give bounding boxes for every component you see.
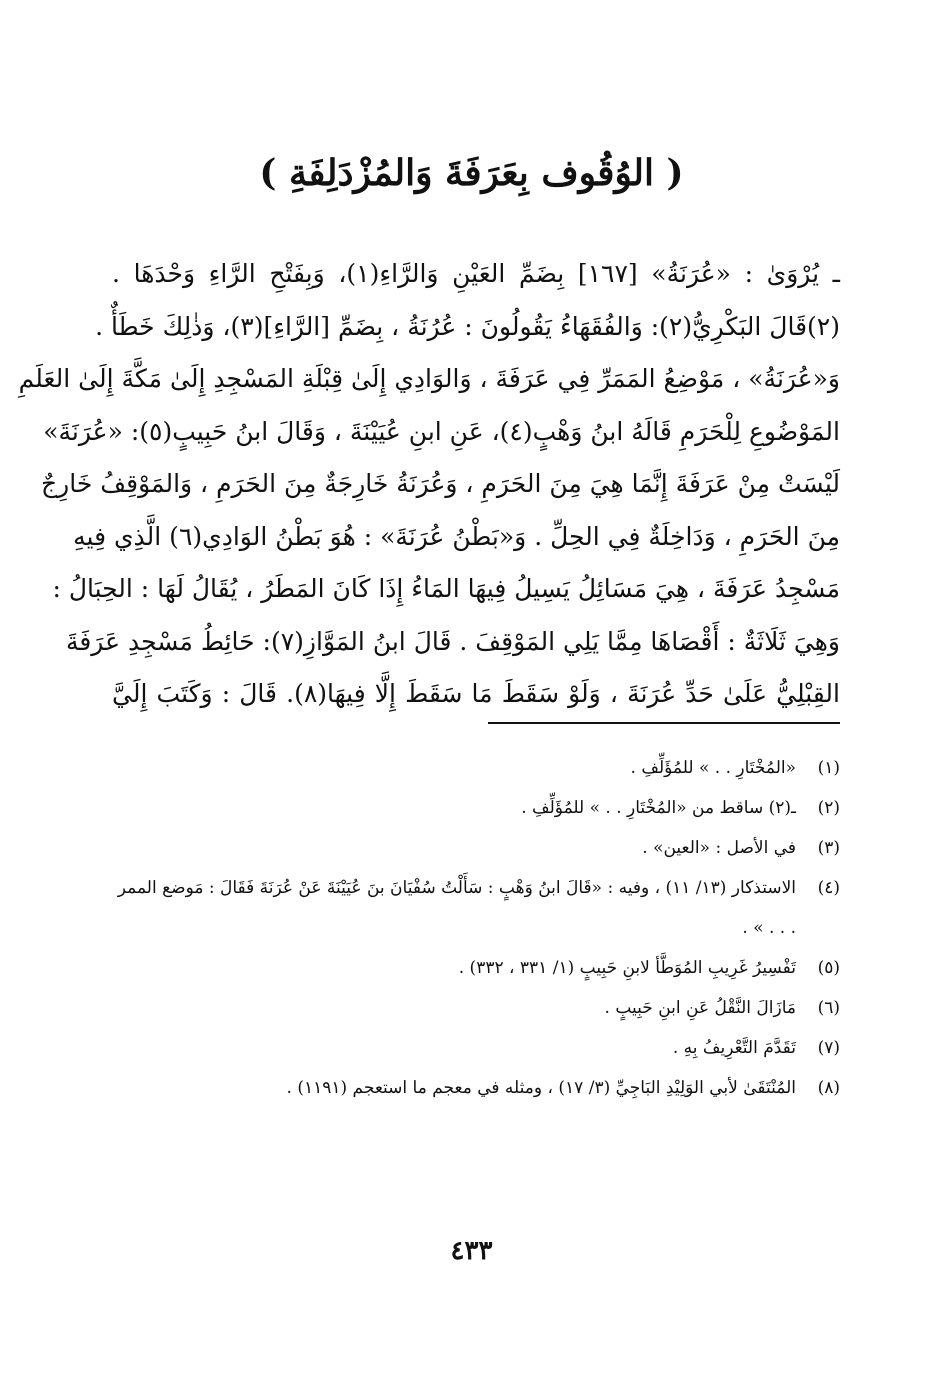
footnote	[112, 748, 840, 788]
text-line: وَ«عُرَنَةُ» ، مَوْضِعُ المَمَرِّ فِي عَرَفَةَ ، وَالوَادِي إِلَىٰ قِبْلَةِ المَسْجِدِ إِلَىٰ مَكَّةَ إِلَىٰ العَلَمِ	[18, 364, 840, 393]
footnote-text: في الأصل : «العين» .	[642, 838, 796, 858]
text-line: المَوْضُوعِ لِلْحَرَمِ قَالَهُ ابنُ وَهْبٍ(٤)، عَنِ ابنِ عُيَيْنَةَ ، وَقَالَ ابنُ حَبِيبٍ(٥): «عُرَنَةَ»	[43, 416, 840, 446]
footnote	[112, 1068, 840, 1108]
text-line: مَسْجِدُ عَرَفَةَ ، هِيَ مَسَائِلُ يَسِيلُ فِيهَا المَاءُ إِذَا كَانَ المَطَرُ ، يُقَالُ لَهَا : الحِبَالُ :	[52, 574, 840, 603]
footnote	[112, 868, 840, 948]
footnote-number: (١)	[817, 758, 840, 778]
footnotes-section	[112, 748, 840, 1108]
footnote-text: ـ(٢) ساقط من «المُخْتَارِ . . » للمُؤَلِّفِ .	[521, 798, 796, 818]
footnote	[112, 1028, 840, 1068]
footnote	[112, 828, 840, 868]
footnote-divider	[488, 722, 840, 724]
footnote-number: (٥)	[817, 958, 840, 978]
footnote-number: (٣)	[817, 838, 840, 858]
text-line: وَهِيَ ثَلَاثَةٌ : أَقْصَاهَا مِمَّا يَلِي المَوْقِفَ . قَالَ ابنُ المَوَّازِ(٧): حَائِطُ مَسْجِدِ عَرَفَةَ	[65, 626, 840, 656]
footnote	[112, 788, 840, 828]
footnote-number: (٢)	[817, 798, 840, 818]
footnote-text: تَقَدَّمَ التَّعْرِيفُ بِهِ .	[672, 1038, 796, 1058]
footnote-number: (٤)	[817, 878, 840, 898]
main-text	[18, 248, 841, 721]
footnote-text: تَفْسِيرُ غَرِيبِ المُوَطَّأ لابنِ حَبِيبٍ (١/ ٣٣١ ، ٣٣٢) .	[458, 958, 796, 978]
text-line: ـ يُرْوَىٰ : «عُرَنَةُ» [١٦٧] بِضَمِّ العَيْنِ وَالرَّاءِ(١)، وَبِفَتْحِ الرَّاءِ وَحْدَهَا .	[112, 259, 841, 288]
text-line: القِبْلِيُّ عَلَىٰ حَدِّ عُرَنَةَ ، وَلَوْ سَقَطَ مَا سَقَطَ إِلَّا فِيهَا(٨). قَالَ : وَكَتَبَ إِلَيَّ	[112, 679, 840, 708]
footnote-text: المُنْتَقَىٰ لأبي الوَلِيْدِ البَاجِيِّ (٣/ ١٧) ، ومثله في معجم ما استعجم (١١٩١) .	[286, 1078, 796, 1098]
footnote	[112, 948, 840, 988]
footnote-number: (٧)	[817, 1038, 840, 1058]
chapter-title: ( الوُقُوف بِعَرَفَةَ وَالمُزْدَلِفَةِ )	[259, 152, 684, 194]
footnote-text: الاستذكار (١٣/ ١١) ، وفيه : «قَالَ ابنُ وَهْبٍ : سَأَلْتُ سُفْيَانَ بنَ عُيَيْنَةَ عَنْ عُرَنَةَ فَقَالَ : مَوضع الممر . . . » .	[117, 878, 796, 938]
text-line: مِنَ الحَرَمِ ، وَدَاخِلَةٌ فِي الحِلِّ . وَ«بَطْنُ عُرَنَةَ» : هُوَ بَطْنُ الوَادِي(٦) الَّذِي فِيهِ	[73, 521, 840, 551]
page-number: ٤٣٣	[450, 1236, 493, 1266]
text-line: لَيْسَتْ مِنْ عَرَفَةَ إِنَّمَا هِيَ مِنَ الحَرَمِ ، وَعُرَنَةُ خَارِجَةٌ مِنَ الحَرَمِ ، وَالمَوْقِفُ خَارِجٌ	[41, 469, 840, 498]
footnote	[112, 988, 840, 1028]
footnote-text: مَازَالَ النَّقْلُ عَنِ ابنِ حَبِيبٍ .	[604, 998, 796, 1018]
text-line: (٢)قَالَ البَكْرِيُّ(٢): وَالفُقَهَاءُ يَقُولُونَ : عُرُنَةُ ، بِضَمِّ [الرَّاءِ](٣)، وَذٰلِكَ خَطَأٌ .	[95, 311, 840, 341]
footnote-text: «المُخْتَارِ . . » للمُؤَلِّفِ .	[630, 758, 796, 778]
footnote-number: (٦)	[817, 998, 840, 1018]
footnote-number: (٨)	[817, 1078, 840, 1098]
